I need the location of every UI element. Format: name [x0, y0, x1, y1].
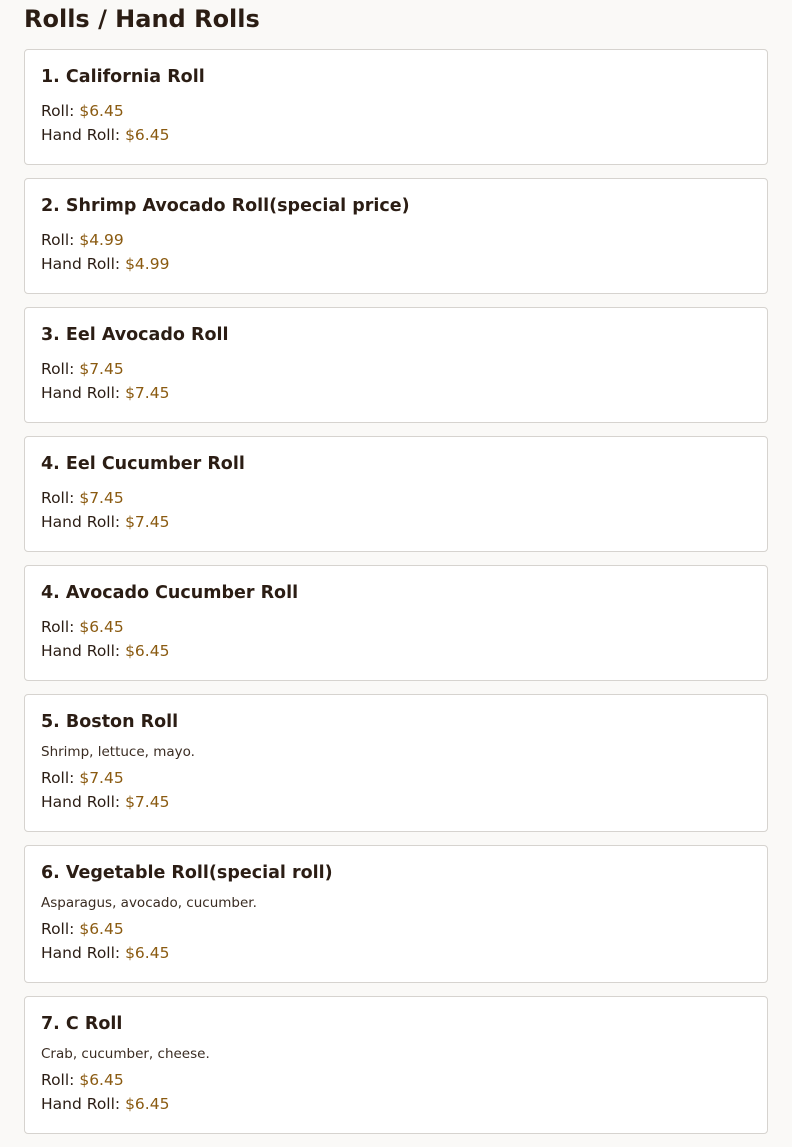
section-title: Rolls / Hand Rolls — [24, 5, 260, 33]
price-value: $6.45 — [125, 1095, 170, 1113]
price-value: $7.45 — [125, 384, 170, 402]
menu-item-card[interactable] — [24, 694, 768, 832]
roll-price-line — [41, 486, 751, 510]
item-name: 1. California Roll — [41, 67, 205, 87]
item-description: Crab, cucumber, cheese. — [41, 1046, 210, 1062]
price-label: Hand Roll: — [41, 255, 126, 273]
price-value: $4.99 — [125, 255, 170, 273]
price-value: $4.99 — [79, 231, 124, 249]
hand-roll-price-line — [41, 510, 751, 534]
price-value: $7.45 — [125, 793, 170, 811]
item-description: Shrimp, lettuce, mayo. — [41, 744, 195, 760]
price-list — [41, 99, 751, 147]
hand-roll-price-line — [41, 639, 751, 663]
item-name: 6. Vegetable Roll(special roll) — [41, 863, 333, 883]
price-label: Hand Roll: — [41, 1095, 126, 1113]
hand-roll-price-line — [41, 941, 751, 965]
price-label: Hand Roll: — [41, 793, 126, 811]
price-label: Roll: — [41, 489, 80, 507]
roll-price-line — [41, 228, 751, 252]
hand-roll-price-line — [41, 123, 751, 147]
hand-roll-price-line — [41, 381, 751, 405]
price-value: $6.45 — [79, 920, 124, 938]
price-value: $6.45 — [79, 618, 124, 636]
menu-item-card[interactable] — [24, 178, 768, 294]
price-value: $7.45 — [79, 489, 124, 507]
price-value: $6.45 — [125, 126, 170, 144]
hand-roll-price-line — [41, 252, 751, 276]
menu-item-card[interactable] — [24, 436, 768, 552]
price-value: $6.45 — [79, 102, 124, 120]
price-list — [41, 615, 751, 663]
item-name: 4. Eel Cucumber Roll — [41, 454, 245, 474]
price-label: Hand Roll: — [41, 384, 126, 402]
hand-roll-price-line — [41, 790, 751, 814]
menu-item-card[interactable] — [24, 307, 768, 423]
roll-price-line — [41, 917, 751, 941]
price-value: $6.45 — [125, 642, 170, 660]
hand-roll-price-line — [41, 1092, 751, 1116]
item-name: 7. C Roll — [41, 1014, 123, 1034]
price-label: Roll: — [41, 360, 80, 378]
price-label: Hand Roll: — [41, 126, 126, 144]
item-name: 4. Avocado Cucumber Roll — [41, 583, 299, 603]
price-list — [41, 228, 751, 276]
price-label: Roll: — [41, 769, 80, 787]
price-list — [41, 486, 751, 534]
item-description: Asparagus, avocado, cucumber. — [41, 895, 257, 911]
roll-price-line — [41, 615, 751, 639]
price-label: Hand Roll: — [41, 944, 126, 962]
price-list — [41, 357, 751, 405]
price-list — [41, 917, 751, 965]
roll-price-line — [41, 99, 751, 123]
menu-item-card[interactable] — [24, 49, 768, 165]
menu-item-card[interactable] — [24, 996, 768, 1134]
price-label: Roll: — [41, 102, 80, 120]
price-value: $7.45 — [125, 513, 170, 531]
menu-list — [24, 49, 768, 1147]
price-label: Hand Roll: — [41, 642, 126, 660]
price-value: $6.45 — [79, 1071, 124, 1089]
item-name: 3. Eel Avocado Roll — [41, 325, 229, 345]
price-label: Roll: — [41, 920, 80, 938]
roll-price-line — [41, 1068, 751, 1092]
price-value: $6.45 — [125, 944, 170, 962]
price-list — [41, 1068, 751, 1116]
item-name: 2. Shrimp Avocado Roll(special price) — [41, 196, 410, 216]
price-label: Hand Roll: — [41, 513, 126, 531]
price-value: $7.45 — [79, 769, 124, 787]
price-value: $7.45 — [79, 360, 124, 378]
price-label: Roll: — [41, 231, 80, 249]
roll-price-line — [41, 357, 751, 381]
menu-item-card[interactable] — [24, 565, 768, 681]
roll-price-line — [41, 766, 751, 790]
price-label: Roll: — [41, 618, 80, 636]
item-name: 5. Boston Roll — [41, 712, 179, 732]
price-label: Roll: — [41, 1071, 80, 1089]
price-list — [41, 766, 751, 814]
menu-item-card[interactable] — [24, 845, 768, 983]
